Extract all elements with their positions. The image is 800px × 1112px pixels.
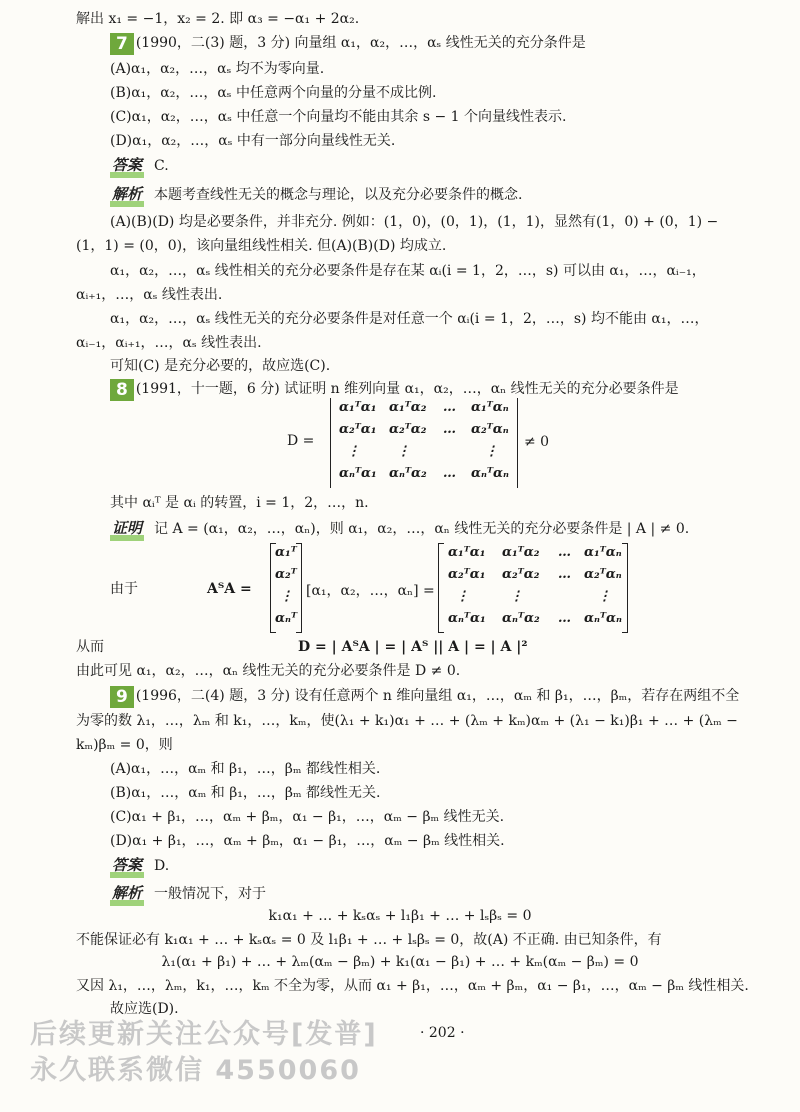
matrix-cell: … [443, 466, 456, 481]
explanation-badge: 解析 [110, 886, 144, 906]
explanation-text: αᵢ₋₁，αᵢ₊₁，…，αₛ 线性表出. [76, 335, 262, 351]
matrix-cell: ⋮ [397, 444, 410, 459]
explanation-text: 本题考查线性无关的概念与理论，以及充分必要条件的概念. [154, 187, 523, 203]
matrix-cell: αₙᵀα₁ [339, 466, 377, 481]
det-label: D = [287, 433, 315, 449]
solution-line: 解出 x₁ = −1，x₂ = 2. 即 α₃ = −α₁ + 2α₂. [76, 11, 360, 27]
matrix-cell: α₂ᵀαₙ [471, 422, 509, 437]
matrix-cell: … [558, 545, 571, 560]
explanation-line [110, 186, 522, 207]
matrix-cell: ⋮ [456, 589, 469, 604]
right-bracket [622, 543, 628, 633]
answer-value: D. [154, 858, 170, 874]
equation: λ₁(α₁ + β₁) + … + λₘ(αₘ − βₘ) + k₁(α₁ − β₁) + … + kₘ(αₘ − βₘ) = 0 [161, 954, 639, 970]
explanation-text: 又因 λ₁，…，λₘ，k₁，…，kₘ 不全为零，从而 α₁ + β₁，…，αₘ + βₘ，α₁ − β₁，…，αₘ − βₘ 线性相关. [76, 978, 749, 994]
answer-badge: 答案 [110, 158, 144, 178]
question-text: 为零的数 λ₁，…，λₘ 和 k₁，…，kₘ，使(λ₁ + k₁)α₁ + … + (λₘ + kₘ)αₘ + (λ₁ − k₁)β₁ + … + (λₘ − [76, 713, 738, 729]
proof-badge: 证明 [110, 521, 144, 541]
matrix-cell: ⋮ [598, 589, 611, 604]
explanation-text: 一般情况下，对于 [154, 886, 267, 902]
watermark-line-2: 永久联系微信 4550060 [30, 1055, 361, 1086]
right-bracket [296, 543, 302, 633]
question-number-badge: 7 [110, 33, 134, 55]
matrix-cell: α₁ᵀα₁ [339, 400, 377, 415]
option-a: (A)α₁，α₂，…，αₛ 均不为零向量. [110, 61, 325, 77]
matrix-cell: … [443, 400, 456, 415]
matrix-cell: α₂ᵀα₁ [339, 422, 377, 437]
option-d: (D)α₁，α₂，…，αₛ 中有一部分向量线性无关. [110, 133, 396, 149]
hence-label: 从而 [76, 639, 104, 655]
question-9-header [110, 686, 739, 708]
explanation-text: 不能保证必有 k₁α₁ + … + kₛαₛ = 0 及 l₁β₁ + … + lₛβₛ = 0，故(A) 不正确. 由已知条件，有 [76, 932, 662, 948]
transpose-note: 其中 αᵢᵀ 是 αᵢ 的转置，i = 1，2，…，n. [110, 495, 369, 511]
matrix-cell: α₁ᵀα₂ [502, 545, 540, 560]
option-b: (B)α₁，…，αₘ 和 β₁，…，βₘ 都线性无关. [110, 785, 381, 801]
option-a: (A)α₁，…，αₘ 和 β₁，…，βₘ 都线性相关. [110, 761, 381, 777]
answer-line [110, 157, 169, 178]
explanation-text: α₁，α₂，…，αₛ 线性相关的充分必要条件是存在某 αᵢ(i = 1，2，…，s) 可以由 α₁，…，αᵢ₋₁， [110, 263, 706, 279]
explanation-text: α₁，α₂，…，αₛ 线性无关的充分必要条件是对任意一个 αᵢ(i = 1，2，…，s) 均不能由 α₁，…， [110, 311, 709, 327]
matrix-cell: ⋮ [485, 444, 498, 459]
proof-line [110, 520, 689, 541]
matrix-cell: α₁ᵀαₙ [471, 400, 509, 415]
matrix-cell: αₙᵀαₙ [584, 611, 623, 626]
question-text: (1996，二(4) 题，3 分) 设有任意两个 n 维向量组 α₁，…，αₘ 和 β₁，…，βₘ，若存在两组不全 [135, 688, 740, 704]
matrix-cell: ⋮ [510, 589, 523, 604]
matrix-cell: αₙᵀαₙ [471, 466, 510, 481]
matrix-cell: α₁ᵀαₙ [584, 545, 622, 560]
det-not-zero: ≠ 0 [524, 434, 550, 450]
answer-line [110, 857, 169, 878]
option-c: (C)α₁ + β₁，…，αₘ + βₘ，α₁ − β₁，…，αₘ − βₘ 线性无关. [110, 809, 505, 825]
matrix-cell: α₂ᵀα₂ [389, 422, 427, 437]
explanation-text: 可知(C) 是充分必要的，故应选(C). [110, 358, 331, 374]
determinant-D [330, 398, 518, 488]
question-text: kₘ)βₘ = 0，则 [76, 737, 173, 753]
option-b: (B)α₁，α₂，…，αₛ 中任意两个向量的分量不成比例. [110, 85, 437, 101]
matrix-cell: … [558, 611, 571, 626]
explanation-text: (A)(B)(D) 均是必要条件，并非充分. 例如：(1，0)，(0，1)，(1，1)，显然有(1，0) + (0，1) − [110, 214, 719, 230]
since-label: 由于 [110, 581, 138, 597]
matrix-cell: α₁ᵀα₁ [448, 545, 486, 560]
option-d: (D)α₁ + β₁，…，αₘ + βₘ，α₁ − β₁，…，αₘ − βₘ 线性相关. [110, 833, 505, 849]
matrix-cell: αₙᵀα₁ [448, 611, 486, 626]
explanation-text: (1，1) = (0，0)，该向量组线性相关. 但(A)(B)(D) 均成立. [76, 238, 447, 254]
vector-cell: αₙᵀ [275, 611, 298, 626]
matrix-cell: α₂ᵀαₙ [584, 567, 622, 582]
watermark-line-1: 后续更新关注公众号[发普] [30, 1019, 378, 1050]
option-c: (C)α₁，α₂，…，αₛ 中任意一个向量均不能由其余 s − 1 个向量线性表示. [110, 109, 567, 125]
proof-text: 记 A = (α₁，α₂，…，αₙ)，则 α₁，α₂，…，αₙ 线性无关的充分必要条件是 | A | ≠ 0. [154, 521, 690, 537]
explanation-text: αᵢ₊₁，…，αₛ 线性表出. [76, 287, 223, 303]
column-matrix-A: [α₁，α₂，…，αₙ] = [306, 583, 435, 599]
matrix-cell: α₂ᵀα₂ [502, 567, 540, 582]
vector-cell: α₂ᵀ [275, 567, 297, 582]
product-matrix [442, 543, 628, 631]
matrix-cell: αₙᵀα₂ [502, 611, 540, 626]
explanation-badge: 解析 [110, 187, 144, 207]
vector-cell: α₁ᵀ [275, 545, 297, 560]
matrix-cell: α₁ᵀα₂ [389, 400, 427, 415]
question-number-badge: 9 [110, 686, 134, 708]
determinant-equation: D = | AᵀA | = | Aᵀ || A | = | A |² [298, 639, 528, 655]
page-number: · 202 · [420, 1025, 465, 1041]
ATA-label: AᵀA = [207, 581, 252, 597]
answer-badge: 答案 [110, 858, 144, 878]
question-number-badge: 8 [110, 379, 134, 401]
answer-value: C. [154, 158, 169, 174]
equation: k₁α₁ + … + kₛαₛ + l₁β₁ + … + lₛβₛ = 0 [268, 908, 532, 924]
matrix-cell: ⋮ [347, 444, 360, 459]
explanation-text: 故应选(D). [110, 1001, 179, 1017]
matrix-cell: α₂ᵀα₁ [448, 567, 486, 582]
conclusion-line: 由此可见 α₁，α₂，…，αₙ 线性无关的充分必要条件是 D ≠ 0. [76, 663, 461, 679]
explanation-line [110, 885, 266, 906]
question-text: (1990，二(3) 题，3 分) 向量组 α₁，α₂，…，αₛ 线性无关的充分条件是 [135, 35, 586, 51]
matrix-cell: αₙᵀα₂ [389, 466, 427, 481]
matrix-cell: … [558, 567, 571, 582]
matrix-cell: … [443, 422, 456, 437]
question-text: (1991，十一题，6 分) 试证明 n 维列向量 α₁，α₂，…，αₙ 线性无关的充分必要条件是 [135, 381, 679, 397]
vector-cell: ⋮ [280, 589, 293, 604]
question-7-header [110, 33, 586, 55]
